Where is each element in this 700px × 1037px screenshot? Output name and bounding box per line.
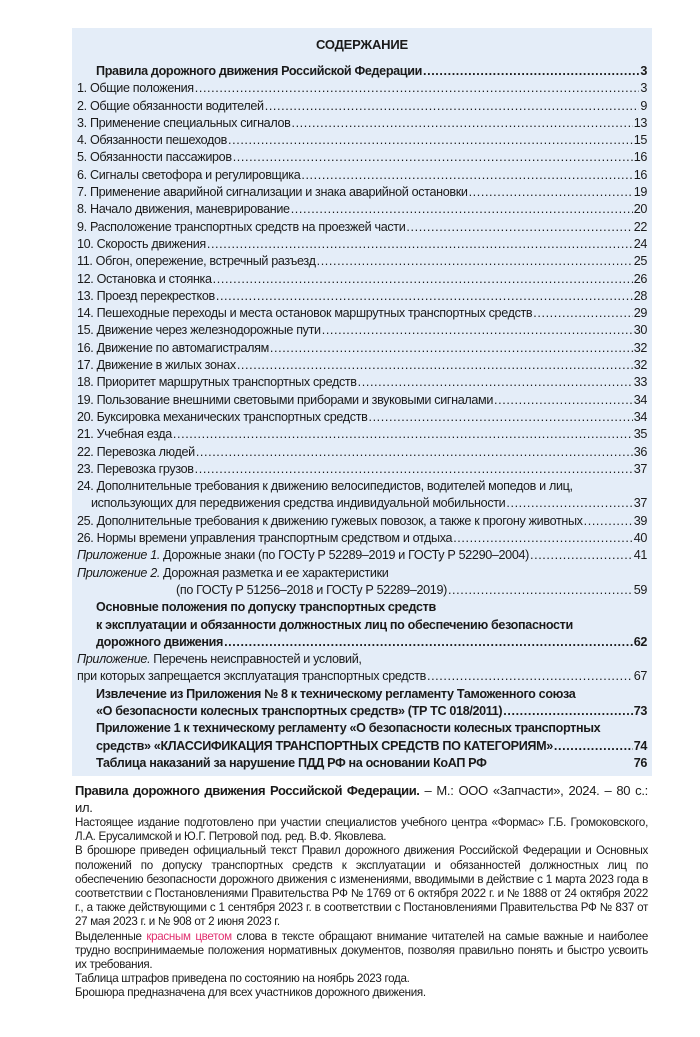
toc-page-number: 26: [633, 271, 647, 286]
toc-entry-title: 12. Остановка и стоянка: [77, 271, 212, 286]
toc-entry-title: 17. Движение в жилых зонах: [77, 358, 236, 373]
toc-entry-title: 1. Общие положения: [77, 81, 194, 96]
toc-page-number: 25: [633, 254, 647, 269]
toc-entry-title: 4. Обязанности пешеходов: [77, 133, 228, 148]
toc-entry[interactable]: [77, 322, 647, 339]
dot-leader: [195, 461, 633, 478]
toc-entry[interactable]: [77, 565, 647, 582]
toc-entry-title: 3. Применение специальных сигналов: [77, 115, 291, 130]
red-highlight-text: красным цветом: [146, 929, 232, 943]
dot-leader: [228, 132, 633, 149]
toc-entry[interactable]: [77, 686, 647, 703]
toc-page-number: 36: [633, 444, 647, 459]
imprint: [75, 782, 648, 1001]
toc-page-number: 32: [633, 340, 647, 355]
toc-entry[interactable]: [77, 288, 647, 305]
toc-entry-title: 2. Общие обязанности водителей: [77, 98, 264, 113]
toc-entry[interactable]: [77, 703, 647, 720]
dot-leader: [368, 409, 632, 426]
imprint-paragraph: В брошюре приведен официальный текст Правил дорожного движения Российской Федерации и Основных положений по допуску транспортных средств к эксплуатации и обязанностей должностных лиц по обеспечению безопасности дорожного движения с изменениями, вводимыми в действие с 1 марта 2023 года в соответствии с Постановлениями Правительства РФ № 1769 от 6 октября 2022 г. и № 1888 от 24 октября 2022 г., а также действующими с 1 сентября 2023 г. в соответствии с Постановлениями Правительства РФ № 837 от 27 мая 2023 г. и № 908 от 2 июня 2023 г.: [75, 844, 648, 929]
toc-page-number: 59: [633, 582, 647, 597]
toc-entry-title: 19. Пользование внешними световыми приборами и звуковыми сигналами: [77, 392, 494, 407]
toc-page-number: 35: [633, 427, 647, 442]
toc-entry[interactable]: [77, 461, 647, 478]
dot-leader: [469, 184, 633, 201]
toc-page-number: 67: [633, 669, 647, 684]
toc-page-number: 9: [640, 98, 647, 113]
dot-leader: [322, 322, 633, 339]
toc-page-number: 3: [640, 81, 647, 96]
publisher-info: – М.: ООО «Запчасти», 2024. – 80 с.: ил.: [75, 783, 648, 815]
toc-page-number: 37: [633, 461, 647, 476]
toc-page-number: 3: [640, 64, 647, 78]
dot-leader: [487, 755, 632, 772]
toc-entry-title: 16. Движение по автомагистралям: [77, 340, 269, 355]
dot-leader: [503, 703, 632, 720]
toc-entry-title: средств» «КЛАССИФИКАЦИЯ ТРАНСПОРТНЫХ СРЕДСТВ ПО КАТЕГОРИЯМ»: [96, 738, 553, 753]
toc-entry-title: 7. Применение аварийной сигнализации и знака аварийной остановки: [77, 185, 468, 200]
toc-page-number: 34: [633, 409, 647, 424]
toc-entry-title: дорожного движения: [96, 634, 224, 649]
toc-page-number: 24: [633, 236, 647, 251]
toc-entry[interactable]: [77, 478, 647, 495]
toc-entry[interactable]: [77, 132, 647, 149]
toc-entry[interactable]: [77, 392, 647, 409]
toc-entry[interactable]: [77, 167, 647, 184]
toc-entry[interactable]: [77, 184, 647, 201]
toc-page-number: 37: [633, 496, 647, 511]
dot-leader: [233, 149, 633, 166]
toc-entry-title: 9. Расположение транспортных средств на проезжей части: [77, 219, 406, 234]
dot-leader: [270, 340, 633, 357]
dot-leader: [427, 668, 633, 685]
toc-page-number: 22: [633, 219, 647, 234]
dot-leader: [358, 374, 633, 391]
toc-page-number: 33: [633, 375, 647, 390]
toc-entry-title: Дорожная разметка и ее характеристики: [163, 565, 389, 580]
dot-leader: [291, 115, 632, 132]
toc-entry[interactable]: [77, 357, 647, 374]
toc-page-number: 74: [633, 738, 647, 753]
dot-leader: [506, 495, 632, 512]
toc-entry[interactable]: [77, 720, 647, 737]
dot-leader: [291, 201, 633, 218]
dot-leader: [494, 392, 633, 409]
toc-entry-title: 21. Учебная езда: [77, 427, 172, 442]
toc-page-number: 19: [633, 185, 647, 200]
toc-page-number: 30: [633, 323, 647, 338]
dot-leader: [533, 305, 632, 322]
dot-leader: [453, 530, 633, 547]
toc-entry[interactable]: [77, 236, 647, 253]
toc-entry[interactable]: [77, 98, 647, 115]
dot-leader: [317, 253, 633, 270]
toc-entry-prefix: Приложение 2.: [77, 565, 161, 580]
toc-entry-title: Основные положения по допуску транспортных средств: [96, 600, 436, 615]
toc-entry[interactable]: [77, 409, 647, 426]
toc-entry-title: 13. Проезд перекрестков: [77, 288, 215, 303]
toc-entry-title: (по ГОСТу Р 51256–2018 и ГОСТу Р 52289–2019): [176, 582, 447, 597]
toc-page-number: 34: [633, 392, 647, 407]
toc-entry[interactable]: [77, 513, 647, 530]
toc-page-number: 13: [633, 115, 647, 130]
dot-leader: [195, 80, 640, 97]
toc-entry-title: при которых запрещается эксплуатация транспортных средств: [77, 669, 426, 684]
toc-entry-title: 15. Движение через железнодорожные пути: [77, 323, 321, 338]
toc-entry-title: 25. Дополнительные требования к движению гужевых повозок, а также к прогону животных: [77, 513, 583, 528]
toc-entry-title: Перечень неисправностей и условий,: [153, 652, 362, 667]
toc-entry[interactable]: [77, 340, 647, 357]
toc-entry-title: 26. Нормы времени управления транспортным средством и отдыха: [77, 531, 453, 546]
imprint-title-line: [75, 782, 648, 816]
toc-entry-title: 22. Перевозка людей: [77, 444, 195, 459]
toc-entry[interactable]: [77, 738, 647, 755]
toc-entry-title: 18. Приоритет маршрутных транспортных средств: [77, 375, 357, 390]
toc-entry[interactable]: [77, 444, 647, 461]
toc-entry[interactable]: [77, 201, 647, 218]
toc-entry[interactable]: [77, 149, 647, 166]
dot-leader: [448, 582, 633, 599]
toc-page-number: 28: [633, 288, 647, 303]
toc-entry-title: 20. Буксировка механических транспортных средств: [77, 409, 368, 424]
toc-entry[interactable]: [77, 374, 647, 391]
toc-entry-title: «О безопасности колесных транспортных средств» (ТР ТС 018/2011): [96, 703, 503, 718]
dot-leader: [213, 271, 633, 288]
toc-entry-title: 24. Дополнительные требования к движению велосипедистов, водителей мопедов и лиц,: [77, 479, 573, 494]
toc-page-number: 29: [633, 306, 647, 321]
toc-page-number: 20: [633, 202, 647, 217]
toc-entry-title: 14. Пешеходные переходы и места остановок маршрутных транспортных средств: [77, 306, 533, 321]
toc-entry[interactable]: [77, 668, 647, 685]
toc-page-number: 39: [633, 513, 647, 528]
toc-page-number: 62: [633, 634, 647, 649]
toc-entry[interactable]: [77, 63, 647, 80]
imprint-paragraph: Брошюра предназначена для всех участников дорожного движения.: [75, 986, 426, 1000]
toc-page-number: 76: [633, 755, 647, 770]
toc-page-number: 40: [633, 531, 647, 546]
toc-page-number: 41: [633, 548, 647, 563]
toc-page-number: 16: [633, 150, 647, 165]
dot-leader: [207, 236, 633, 253]
toc-entry[interactable]: [77, 530, 647, 547]
toc-entry[interactable]: [77, 253, 647, 270]
toc-entry[interactable]: [77, 599, 647, 616]
dot-leader: [530, 547, 633, 564]
dot-leader: [301, 167, 632, 184]
toc-entry[interactable]: [77, 755, 647, 772]
toc-entry-title: Приложение 1 к техническому регламенту «О безопасности колесных транспортных: [96, 721, 601, 736]
dot-leader: [423, 63, 639, 80]
toc-entry[interactable]: [77, 634, 647, 651]
toc-entry-title: к эксплуатации и обязанности должностных лиц по обеспечению безопасности: [96, 617, 573, 632]
toc-page-number: 16: [633, 167, 647, 182]
toc-entry[interactable]: [77, 582, 647, 599]
toc-entry-prefix: Приложение 1.: [77, 548, 161, 563]
toc-entry[interactable]: [77, 219, 647, 236]
toc-entry-title: Правила дорожного движения Российской Федерации: [96, 64, 422, 78]
toc-entry[interactable]: [77, 271, 647, 288]
text: слова в тексте обращают внимание читателей на самые важные и наиболее трудно воспринимаемые положения нормативных документов, позволяя правильно понять и быстро усвоить их требования.: [75, 929, 648, 972]
dot-leader: [406, 219, 632, 236]
book-title: Правила дорожного движения Российской Федерации.: [75, 783, 420, 798]
imprint-paragraph: Таблица штрафов приведена по состоянию на ноябрь 2023 года.: [75, 972, 410, 986]
toc-entry-title: 23. Перевозка грузов: [77, 461, 194, 476]
dot-leader: [196, 444, 633, 461]
toc-rows: [77, 63, 647, 772]
dot-leader: [224, 634, 633, 651]
toc-entry-title: 5. Обязанности пассажиров: [77, 150, 232, 165]
toc-entry[interactable]: [77, 305, 647, 322]
toc-entry-title: использующих для передвижения средства индивидуальной мобильности: [91, 496, 506, 511]
toc-entry-title: 10. Скорость движения: [77, 236, 206, 251]
toc-page-number: 73: [633, 703, 647, 718]
toc-entry[interactable]: [77, 495, 647, 512]
table-of-contents: [72, 28, 652, 776]
dot-leader: [173, 426, 633, 443]
dot-leader: [554, 738, 633, 755]
toc-entry-prefix: Приложение.: [77, 652, 151, 667]
toc-entry[interactable]: [77, 115, 647, 132]
toc-entry-title: 8. Начало движения, маневрирование: [77, 202, 290, 217]
text: Выделенные: [75, 929, 147, 943]
toc-entry[interactable]: [77, 617, 647, 634]
toc-page-number: 15: [633, 133, 647, 148]
dot-leader: [265, 98, 640, 115]
toc-entry[interactable]: [77, 426, 647, 443]
toc-entry[interactable]: [77, 80, 647, 97]
toc-entry-title: 6. Сигналы светофора и регулировщика: [77, 167, 301, 182]
dot-leader: [216, 288, 633, 305]
toc-title: СОДЕРЖАНИЕ: [316, 37, 408, 52]
toc-entry-title: Извлечение из Приложения № 8 к техническому регламенту Таможенного союза: [96, 686, 576, 701]
toc-entry[interactable]: [77, 651, 647, 668]
toc-entry-title: Таблица наказаний за нарушение ПДД РФ на основании КоАП РФ: [96, 755, 487, 770]
imprint-paragraph: [75, 930, 648, 973]
toc-entry-title: 11. Обгон, опережение, встречный разъезд: [77, 254, 316, 269]
toc-entry-title: Дорожные знаки (по ГОСТу Р 52289–2019 и ГОСТу Р 52290–2004): [163, 548, 529, 563]
toc-entry[interactable]: [77, 547, 647, 564]
dot-leader: [237, 357, 633, 374]
dot-leader: [584, 513, 633, 530]
toc-page-number: 32: [633, 358, 647, 373]
imprint-paragraph: Настоящее издание подготовлено при участии специалистов учебного центра «Формас» Г.Б. Громоковского, Л.А. Ерусалимской и Ю.Г. Петровой под. ред. В.Ф. Яковлева.: [75, 816, 648, 844]
